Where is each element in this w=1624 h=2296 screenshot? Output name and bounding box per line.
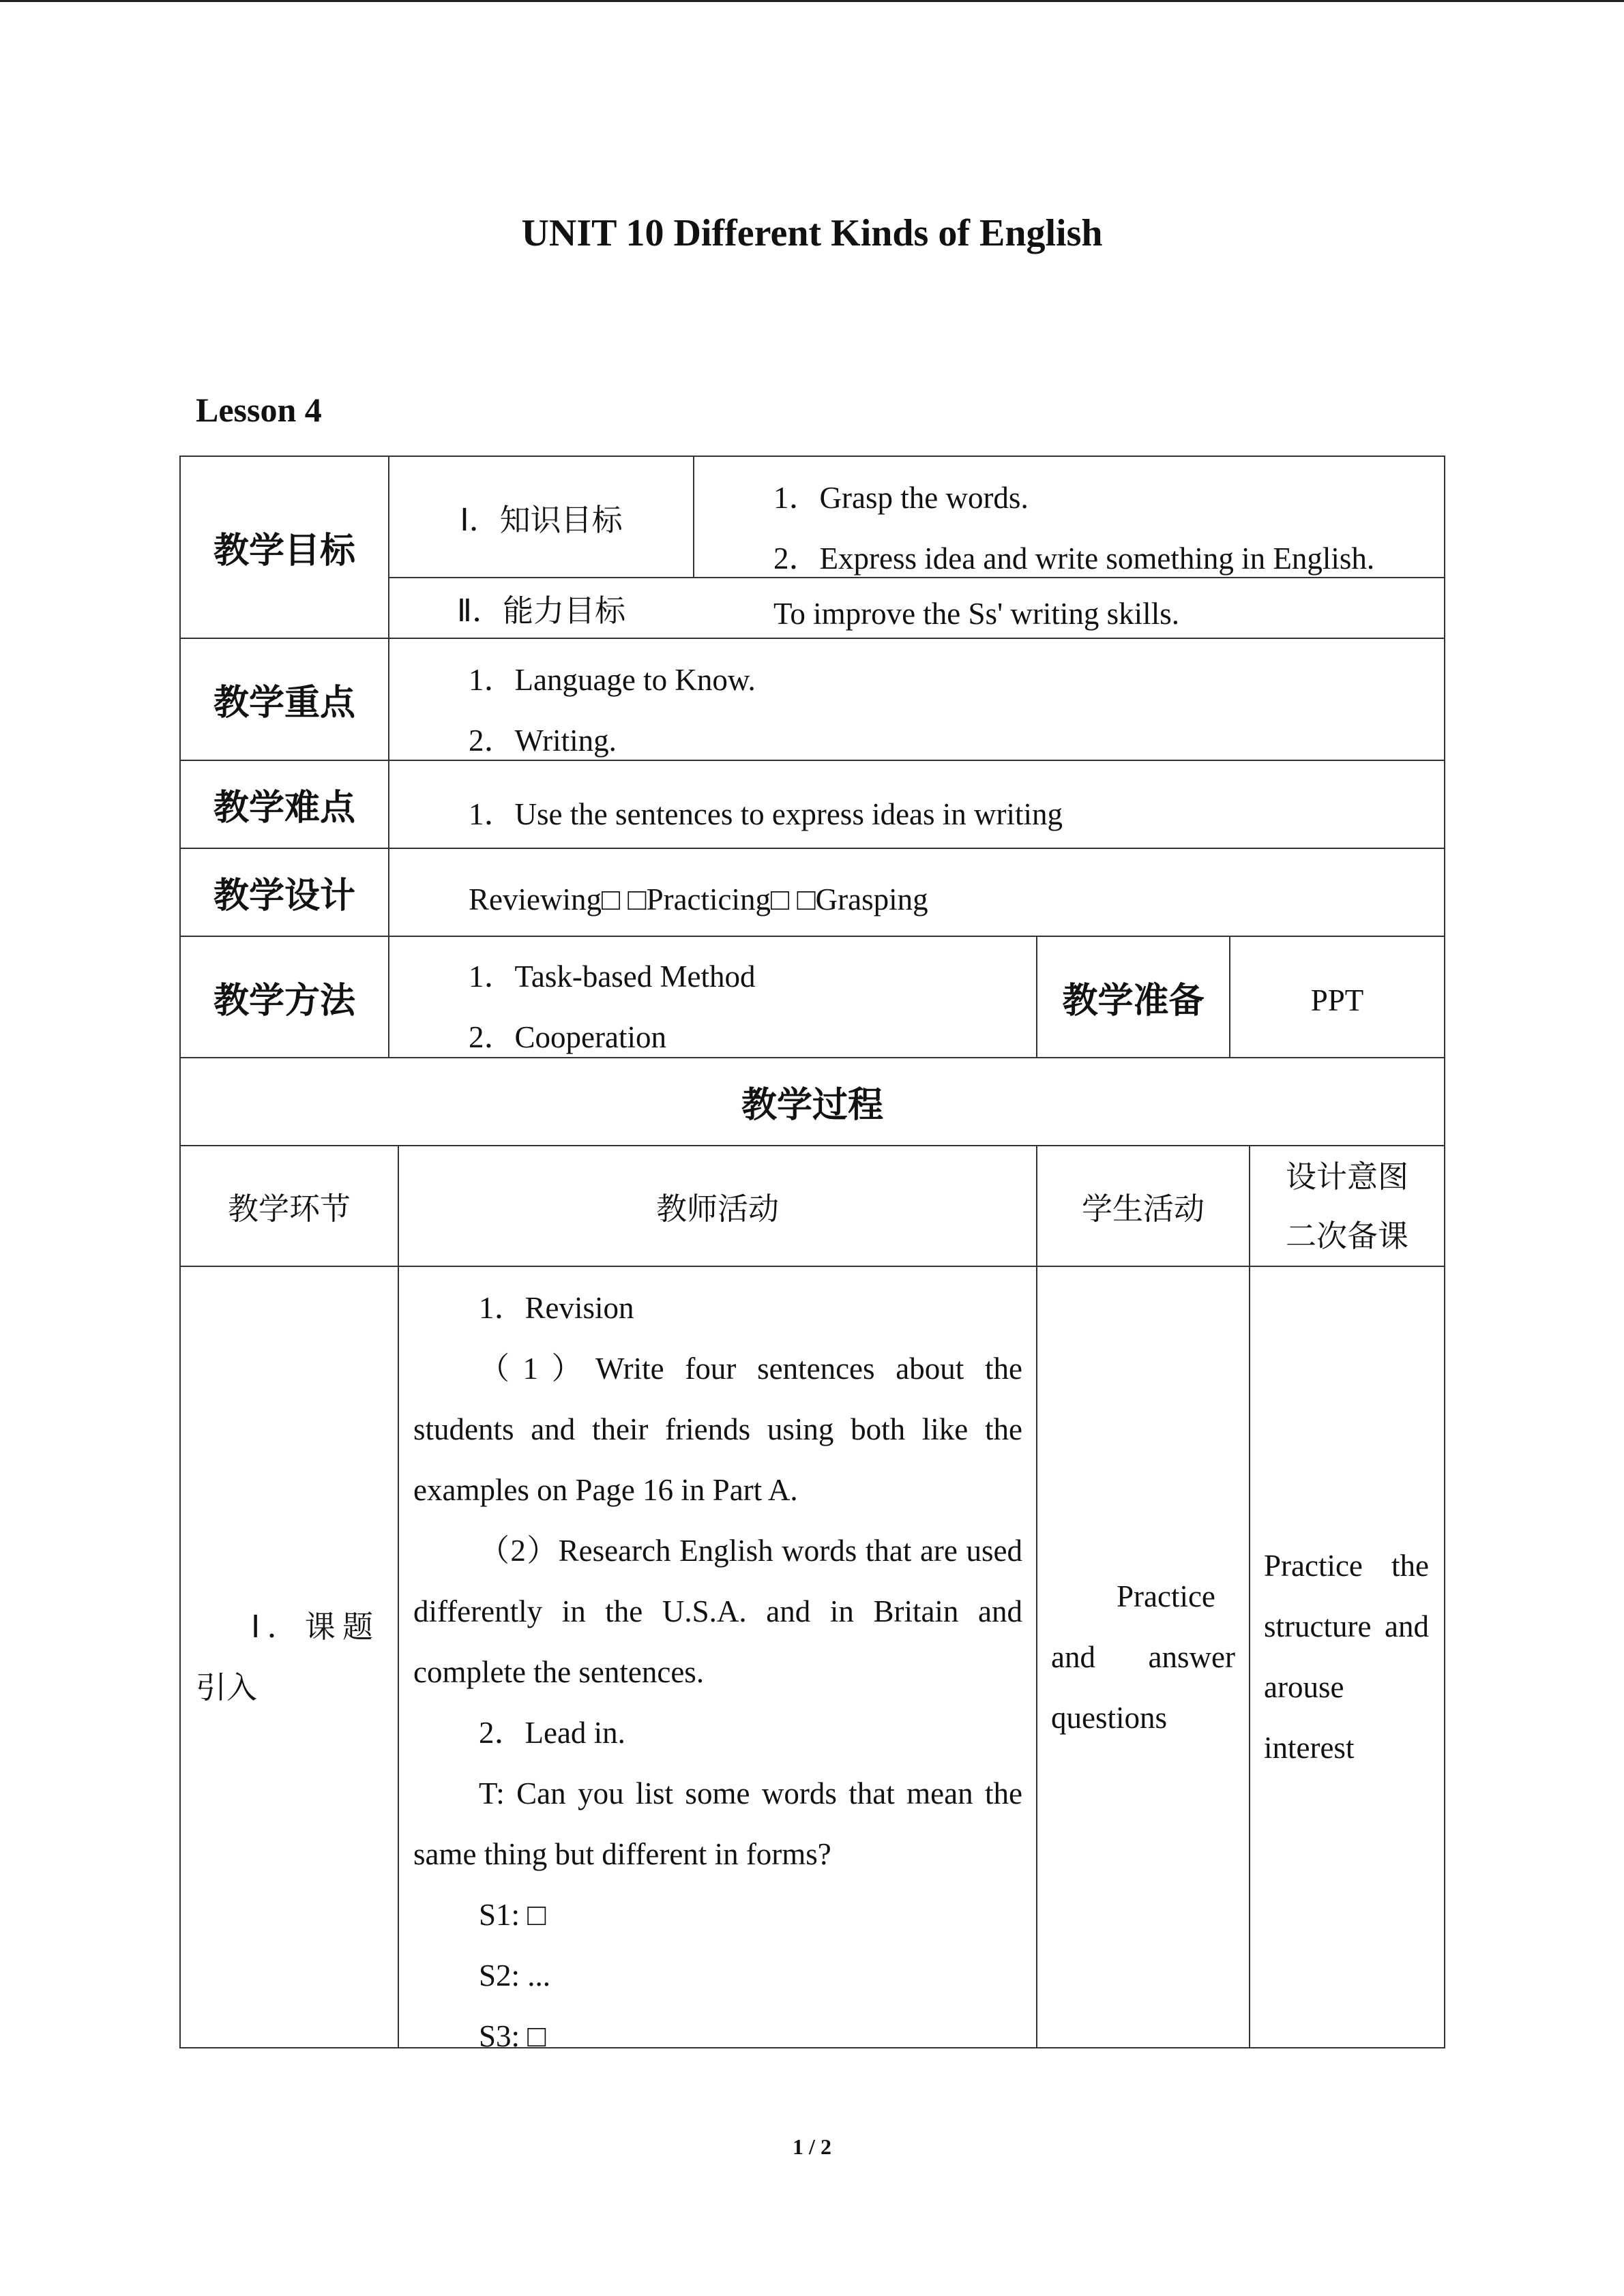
design-intent-text: Practice the structure and arouse interest [1264,1549,1429,1765]
teacher-activity-cell [413,1278,1022,2053]
knowledge-goal-label: Ⅰ．知识目标 [460,501,623,538]
page-number: 1 / 2 [793,2134,831,2159]
teacher-item-lead-in: 2．Lead in. [479,1716,625,1750]
document-title: UNIT 10 Different Kinds of English [521,212,1103,254]
student-activity-text: Practice and answer questions [1051,1579,1235,1735]
key-point-item: 1．Language to Know. [469,663,756,697]
design-text: Reviewing□ □Practicing□ □Grasping [469,882,928,916]
lesson-label: Lesson 4 [196,391,322,429]
top-border [0,0,1624,2]
teacher-item-revision: 1．Revision [479,1291,634,1325]
ability-goal-label: Ⅱ．能力目标 [456,593,626,629]
key-point-item: 2．Writing. [469,724,617,758]
methods-list [389,946,1036,1057]
header-stage: 教学环节 [227,1191,351,1227]
teacher-item-question: T: Can you list some words that mean the same thing but different in forms? [413,1776,1022,1871]
process-heading: 教学过程 [741,1085,883,1126]
difficulties-label: 教学难点 [213,788,355,829]
method-item: 1．Task-based Method [469,959,756,994]
teacher-item-task-2: （2）Research English words that are used differently in the U.S.A. and in Britain and complete the sentences. [413,1534,1022,1689]
key-points-label: 教学重点 [213,683,355,724]
header-design-intent-line: 设计意图 [1285,1158,1408,1195]
method-item: 2．Cooperation [469,1020,666,1054]
teacher-item-s2: S2: ... [479,1958,551,1993]
difficulties-text: 1．Use the sentences to express ideas in writing [469,797,1063,831]
methods-label: 教学方法 [213,980,355,1022]
teacher-item-task-1: （1）Write four sentences about the students and their friends using both like the examples on Page 16 in Part A. [413,1352,1022,1507]
objectives-label: 教学目标 [213,531,355,571]
header-design-intent [1250,1146,1444,1266]
design-intent-cell [1264,1267,1429,2047]
knowledge-goal-item: 1．Grasp the words. [773,481,1029,515]
knowledge-goal-item: 2．Express idea and write something in English. [773,541,1375,576]
teacher-item-s3: S3: □ [479,2019,546,2053]
stage-cell [196,1267,373,2047]
knowledge-goal-list [694,468,1443,577]
teacher-item-s1: S1: □ [479,1898,546,1932]
design-label: 教学设计 [213,876,355,916]
student-activity-cell [1051,1267,1235,2047]
key-points-list [389,650,1443,760]
header-teacher-activity: 教师活动 [655,1191,779,1227]
preparation-value: PPT [1310,983,1364,1017]
ability-goal-text: To improve the Ss' writing skills. [773,596,1179,631]
header-student-activity: 学生活动 [1081,1191,1205,1227]
header-second-prep-line: 二次备课 [1285,1217,1408,1254]
preparation-label: 教学准备 [1062,980,1205,1022]
stage-text: Ⅰ．课题引入 [196,1609,373,1705]
